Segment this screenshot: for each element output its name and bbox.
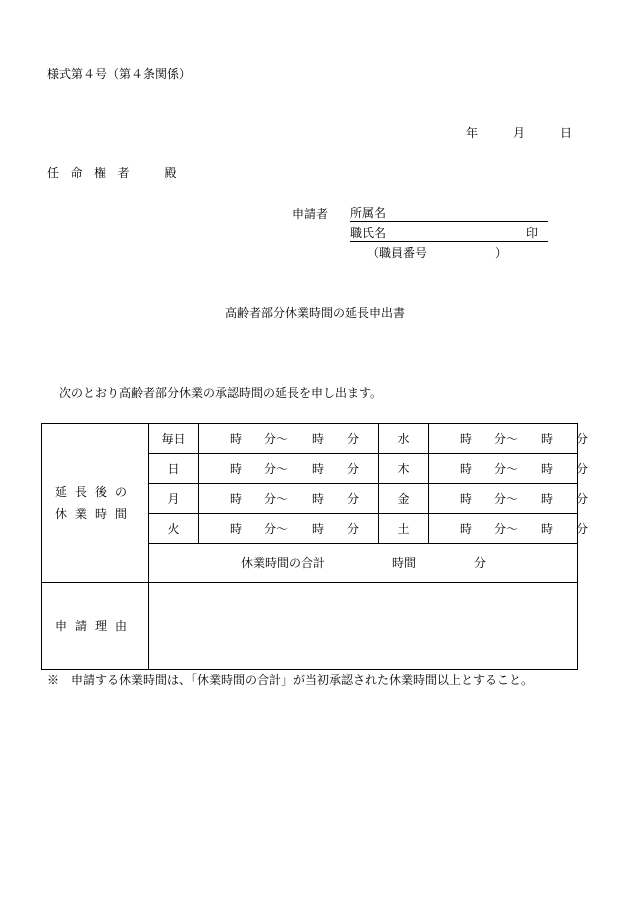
reason-input-cell[interactable] <box>149 583 578 670</box>
minute-tilde-unit: 分～ <box>494 521 519 536</box>
total-hours-unit: 時間 <box>392 556 417 570</box>
hours-label-line1: 延長後の <box>54 485 135 499</box>
minute-unit: 分 <box>347 491 360 506</box>
addressee: 任命権者 殿 <box>47 166 189 180</box>
hour-unit: 時 <box>460 521 473 536</box>
hour-unit: 時 <box>312 431 325 446</box>
form-number: 様式第４号（第４条関係） <box>47 67 192 81</box>
time-cell-right-0[interactable] <box>429 424 589 454</box>
hour-unit: 時 <box>230 521 243 536</box>
date-year: 年 <box>466 126 479 140</box>
hour-unit: 時 <box>230 491 243 506</box>
time-cell-right-2[interactable] <box>429 484 589 514</box>
seal-mark: 印 <box>525 226 538 240</box>
minute-unit: 分 <box>347 431 360 446</box>
time-cell-left-0[interactable] <box>199 424 379 454</box>
minute-tilde-unit: 分～ <box>494 461 519 476</box>
minute-tilde-unit: 分～ <box>264 461 289 476</box>
applicant-label: 申請者 <box>292 207 329 221</box>
name-field <box>350 227 548 242</box>
time-cell-left-1[interactable] <box>199 454 379 484</box>
minute-unit: 分 <box>576 461 589 476</box>
hour-unit: 時 <box>312 491 325 506</box>
hour-unit: 時 <box>230 461 243 476</box>
minute-tilde-unit: 分～ <box>264 491 289 506</box>
minute-tilde-unit: 分～ <box>264 521 289 536</box>
employee-number-field <box>367 247 507 259</box>
minute-unit: 分 <box>347 461 360 476</box>
hour-unit: 時 <box>541 521 554 536</box>
hour-unit: 時 <box>460 431 473 446</box>
day-cell-left-2: 月 <box>149 484 199 514</box>
date-day: 日 <box>559 126 572 140</box>
minute-tilde-unit: 分～ <box>264 431 289 446</box>
hour-unit: 時 <box>541 431 554 446</box>
day-cell-right-2: 金 <box>379 484 429 514</box>
day-cell-left-0: 毎日 <box>149 424 199 454</box>
name-label: 職氏名 <box>350 226 387 240</box>
day-cell-left-3: 火 <box>149 514 199 544</box>
hours-label-line2: 休業時間 <box>54 507 135 521</box>
hour-unit: 時 <box>312 521 325 536</box>
day-cell-right-1: 木 <box>379 454 429 484</box>
hour-unit: 時 <box>312 461 325 476</box>
hour-unit: 時 <box>460 491 473 506</box>
hour-unit: 時 <box>230 431 243 446</box>
reason-label: 申請理由 <box>54 619 135 633</box>
total-hours-cell[interactable] <box>149 544 578 583</box>
time-cell-left-3[interactable] <box>199 514 379 544</box>
department-field <box>350 207 548 222</box>
minute-tilde-unit: 分～ <box>494 431 519 446</box>
date-month: 月 <box>512 126 525 140</box>
document-title: 高齢者部分休業時間の延長申出書 <box>224 306 405 320</box>
total-minutes-unit: 分 <box>474 556 487 570</box>
day-cell-right-0: 水 <box>379 424 429 454</box>
day-cell-left-1: 日 <box>149 454 199 484</box>
hour-unit: 時 <box>460 461 473 476</box>
leave-hours-table <box>41 423 589 670</box>
hours-label-cell <box>42 424 149 583</box>
hour-unit: 時 <box>541 461 554 476</box>
minute-unit: 分 <box>576 521 589 536</box>
day-cell-right-3: 土 <box>379 514 429 544</box>
time-cell-right-3[interactable] <box>429 514 589 544</box>
employee-number-close: ） <box>494 246 507 260</box>
minute-unit: 分 <box>576 491 589 506</box>
reason-label-cell <box>42 583 149 670</box>
time-cell-left-2[interactable] <box>199 484 379 514</box>
intro-text: 次のとおり高齢者部分休業の承認時間の延長を申し出ます。 <box>59 386 383 400</box>
department-label: 所属名 <box>350 206 387 220</box>
time-cell-right-1[interactable] <box>429 454 589 484</box>
minute-tilde-unit: 分～ <box>494 491 519 506</box>
employee-number-label: （職員番号 <box>367 246 428 260</box>
minute-unit: 分 <box>576 431 589 446</box>
hour-unit: 時 <box>541 491 554 506</box>
total-label: 休業時間の合計 <box>241 556 326 570</box>
footnote: ※ 申請する休業時間は、「休業時間の合計」が当初承認された休業時間以上とすること。 <box>47 673 534 687</box>
date-field <box>466 127 572 139</box>
minute-unit: 分 <box>347 521 360 536</box>
